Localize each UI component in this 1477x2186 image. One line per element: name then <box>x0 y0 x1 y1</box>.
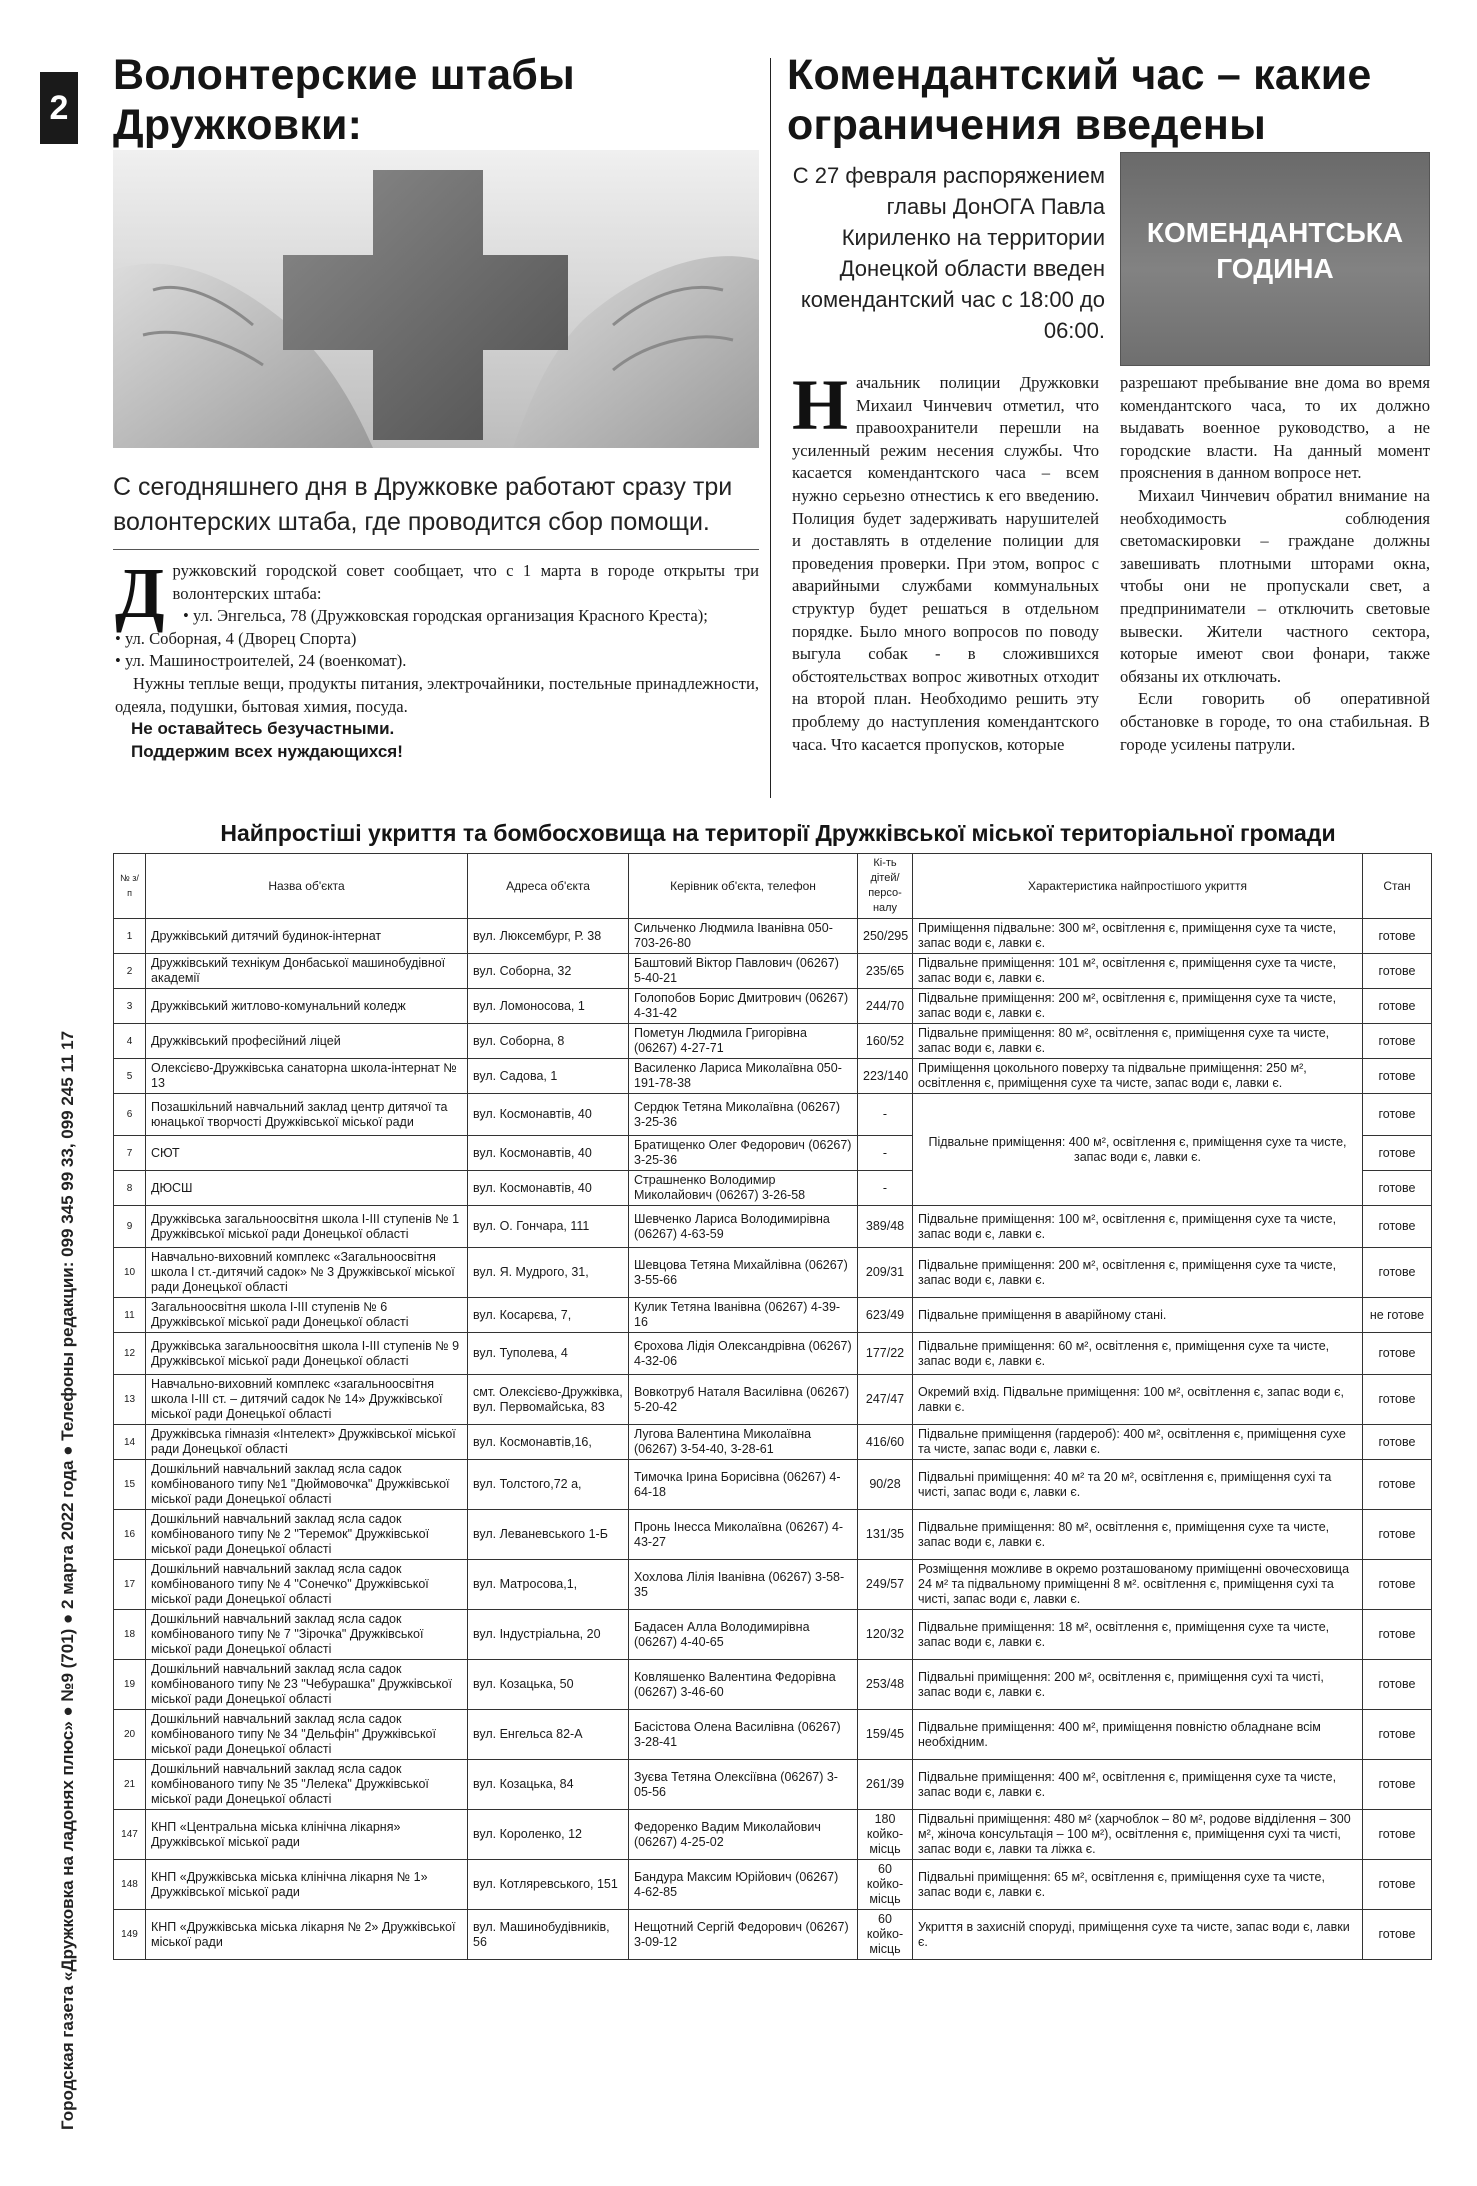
object-name: Навчально-виховний комплекс «загальноосвітня школа І-ІІІ ст. – дитячий садок № 14» Дружківської міської ради Донецької області <box>146 1375 468 1425</box>
object-count: 90/28 <box>858 1460 913 1510</box>
object-characteristics: Підвальне приміщення (гардероб): 400 м², освітлення є, приміщення сухе та чисте, запас води є, лавки є. <box>913 1425 1363 1460</box>
object-head: Пронь Інесса Миколаївна (06267) 4-43-27 <box>629 1510 858 1560</box>
curfew-column-1 <box>792 365 1099 756</box>
object-characteristics: Розміщення можливе в окремо розташованому приміщенні овочесховища 24 м² та підвальному приміщенні 8 м². освітлення є, приміщення сухі та чисті, запас води є, лавки є. <box>913 1560 1363 1610</box>
object-state: готове <box>1363 1910 1432 1960</box>
row-number: 10 <box>114 1248 146 1298</box>
row-number: 11 <box>114 1298 146 1333</box>
table-row <box>114 1425 1432 1460</box>
object-count: 253/48 <box>858 1660 913 1710</box>
object-characteristics: Підвальне приміщення: 100 м², освітлення є, приміщення сухе та чисте, запас води є, лавки є. <box>913 1206 1363 1248</box>
object-name: Загальноосвітня школа І-ІІІ ступенів № 6 Дружківської міської ради Донецької області <box>146 1298 468 1333</box>
object-characteristics: Окремий вхід. Підвальне приміщення: 100 м², освітлення є, запас води є, лавки є. <box>913 1375 1363 1425</box>
object-head: Шевченко Лариса Володимирівна (06267) 4-63-59 <box>629 1206 858 1248</box>
object-count: 250/295 <box>858 919 913 954</box>
row-number: 7 <box>114 1136 146 1171</box>
object-head: Сердюк Тетяна Миколаївна (06267) 3-25-36 <box>629 1094 858 1136</box>
object-address: вул. Машинобудівників, 56 <box>468 1910 629 1960</box>
table-row <box>114 1760 1432 1810</box>
object-address: вул. Соборна, 8 <box>468 1024 629 1059</box>
table-row <box>114 1860 1432 1910</box>
curfew-lead: С 27 февраля распоряжением главы ДонОГА Павла Кириленко на территории Донецкой области введен комендантский час с 18:00 до 06:00. <box>792 163 1105 343</box>
object-characteristics: Підвальні приміщення: 65 м², освітлення є, приміщення сухе та чисте, запас води є, лавки є. <box>913 1860 1363 1910</box>
object-head: Нещотний Сергій Федорович (06267) 3-09-12 <box>629 1910 858 1960</box>
table-row <box>114 1298 1432 1333</box>
table-row <box>114 1206 1432 1248</box>
header-name: Назва об'єкта <box>146 854 468 919</box>
object-state: готове <box>1363 1094 1432 1136</box>
table-header-row <box>114 854 1432 919</box>
object-state: готове <box>1363 1710 1432 1760</box>
red-cross-hands-photo <box>113 150 759 448</box>
curfew-banner-line2: ГОДИНА <box>1216 253 1334 284</box>
row-number: 148 <box>114 1860 146 1910</box>
table-row <box>114 1248 1432 1298</box>
curfew-headline-line2: ограничения введены <box>787 101 1267 149</box>
object-address: вул. Леваневського 1-Б <box>468 1510 629 1560</box>
object-name: Навчально-виховний комплекс «Загальноосвітня школа І ст.-дитячий садок» № 3 Дружківської міської ради Донецької області <box>146 1248 468 1298</box>
object-address: вул. Космонавтів,16, <box>468 1425 629 1460</box>
volunteer-headline-line1: Волонтерские штабы Дружковки: <box>113 51 575 149</box>
row-number: 20 <box>114 1710 146 1760</box>
curfew-banner-line1: КОМЕНДАНТСЬКА <box>1146 217 1404 248</box>
object-head: Бандура Максим Юрійович (06267) 4-62-85 <box>629 1860 858 1910</box>
table-row <box>114 1710 1432 1760</box>
object-characteristics: Підвальні приміщення: 40 м² та 20 м², освітлення є, приміщення сухі та чисті, запас води є, лавки є. <box>913 1460 1363 1510</box>
curfew-column-2 <box>1120 372 1430 756</box>
object-head: Хохлова Лілія Іванівна (06267) 3-58-35 <box>629 1560 858 1610</box>
row-number: 14 <box>114 1425 146 1460</box>
object-state: не готове <box>1363 1298 1432 1333</box>
object-name: Дошкільний навчальний заклад ясла садок комбінованого типу № 23 "Чебурашка" Дружківської міської ради Донецької області <box>146 1660 468 1710</box>
header-head: Керівник об'єкта, телефон <box>629 854 858 919</box>
object-count: - <box>858 1136 913 1171</box>
object-count: 249/57 <box>858 1560 913 1610</box>
header-state: Стан <box>1363 854 1432 919</box>
object-head: Вовкотруб Наталя Василівна (06267) 5-20-42 <box>629 1375 858 1425</box>
object-state: готове <box>1363 1206 1432 1248</box>
object-head: Братищенко Олег Федорович (06267) 3-25-36 <box>629 1136 858 1171</box>
object-state: готове <box>1363 1610 1432 1660</box>
object-count: - <box>858 1171 913 1206</box>
object-name: Дошкільний навчальний заклад ясла садок комбінованого типу № 34 "Дельфін" Дружківської міської ради Донецької області <box>146 1710 468 1760</box>
lead-divider <box>113 549 759 550</box>
address-3: • ул. Машиностроителей, 24 (военкомат). <box>115 651 407 671</box>
object-state: готове <box>1363 1171 1432 1206</box>
row-number: 4 <box>114 1024 146 1059</box>
object-head: Тимочка Ірина Борисівна (06267) 4-64-18 <box>629 1460 858 1510</box>
object-count: 60 койко-місць <box>858 1910 913 1960</box>
object-name: Дружківський технікум Донбаської машинобудівної академії <box>146 954 468 989</box>
object-characteristics: Приміщення цокольного поверху та підвальне приміщення: 250 м², освітлення є, приміщення сухе та чисте, запас води є, лавки є. <box>913 1059 1363 1094</box>
header-address: Адреса об'єкта <box>468 854 629 919</box>
object-count: 120/32 <box>858 1610 913 1660</box>
object-state: готове <box>1363 1248 1432 1298</box>
object-address: вул. Я. Мудрого, 31, <box>468 1248 629 1298</box>
volunteer-appeal-1: Не оставайтесь безучастными. <box>131 719 395 739</box>
object-characteristics: Приміщення підвальне: 300 м², освітлення є, приміщення сухе та чисте, запас води є, лавки є. <box>913 919 1363 954</box>
object-address: вул. Індустріальна, 20 <box>468 1610 629 1660</box>
object-characteristics: Підвальне приміщення в аварійному стані. <box>913 1298 1363 1333</box>
object-address: вул. Космонавтів, 40 <box>468 1094 629 1136</box>
object-count: 131/35 <box>858 1510 913 1560</box>
row-number: 17 <box>114 1560 146 1610</box>
object-characteristics: Підвальні приміщення: 200 м², освітлення є, приміщення сухі та чисті, запас води є, лавки є. <box>913 1660 1363 1710</box>
object-head: Ковляшенко Валентина Федорівна (06267) 3-46-60 <box>629 1660 858 1710</box>
object-state: готове <box>1363 1333 1432 1375</box>
object-count: 160/52 <box>858 1024 913 1059</box>
curfew-paragraph-2: Михаил Чинчевич обратил внимание на необходимость соблюдения светомаскировки – граждане должны завешивать плотными шторами окна, чтобы они не пропускали свет, а предприниматели – отключить световые вывески. Жители частного сектора, которые имеют свои фонари, также обязаны их отключать. <box>1120 485 1430 686</box>
row-number: 8 <box>114 1171 146 1206</box>
object-characteristics: Підвальне приміщення: 200 м², освітлення є, приміщення сухе та чисте, запас води є, лавки є. <box>913 989 1363 1024</box>
object-name: Дошкільний навчальний заклад ясла садок комбінованого типу № 2 "Теремок" Дружківської міської ради Донецької області <box>146 1510 468 1560</box>
object-head: Сильченко Людмила Іванівна 050-703-26-80 <box>629 919 858 954</box>
object-address: вул. Косарєва, 7, <box>468 1298 629 1333</box>
object-address: вул. Енгельса 82-А <box>468 1710 629 1760</box>
curfew-column-1-text: ачальник полиции Дружковки Михаил Чинчевич отметил, что правоохранители перешли на усиленный режим несения службы. Что касается комендантского часа – всем нужно серьезно отнестись к его введению. Полиция будет задерживать нарушителей и доставлять в отделение полиции для проведения проверки. При этом, вопрос с аварийными службами коммунальных структур будет решаться в отдельном порядке. Было много вопросов по поводу выгула собак - в сложившихся обстоятельствах вопрос животных отходит на второй план. Необходимо решить эту проблему до наступления комендантского часа. Что касается пропусков, которые <box>792 373 1099 754</box>
header-count: Кі-ть дітей/ персо-налу <box>858 854 913 919</box>
object-name: Дружківська загальноосвітня школа І-ІІІ ступенів № 9 Дружківської міської ради Донецької області <box>146 1333 468 1375</box>
header-number: № з/п <box>114 854 146 919</box>
object-state: готове <box>1363 1810 1432 1860</box>
object-address: вул. Короленко, 12 <box>468 1810 629 1860</box>
object-count: 180 койко-місць <box>858 1810 913 1860</box>
table-row <box>114 1024 1432 1059</box>
object-characteristics: Підвальне приміщення: 400 м², приміщення повністю обладнане всім необхідним. <box>913 1710 1363 1760</box>
page-number: 2 <box>40 72 78 144</box>
object-count: - <box>858 1094 913 1136</box>
object-state: готове <box>1363 1760 1432 1810</box>
volunteer-body <box>115 553 759 763</box>
shelters-table <box>113 853 1432 1960</box>
object-characteristics: Підвальне приміщення: 200 м², освітлення є, приміщення сухе та чисте, запас води є, лавки є. <box>913 1248 1363 1298</box>
object-address: вул. Космонавтів, 40 <box>468 1171 629 1206</box>
volunteer-intro: ружковский городской совет сообщает, что с 1 марта в городе открыты три волонтерских штаба: <box>172 561 759 603</box>
volunteer-dropcap: Д <box>115 553 165 633</box>
object-name: Дружківський житлово-комунальний коледж <box>146 989 468 1024</box>
object-name: Дружківська загальноосвітня школа І-ІІІ ступенів № 1 Дружківської міської ради Донецької області <box>146 1206 468 1248</box>
object-state: готове <box>1363 1136 1432 1171</box>
curfew-headline-line1: Комендантский час – какие <box>787 51 1372 99</box>
shelters-table-title: Найпростіші укриття та бомбосховища на території Дружківської міської територіальної громади <box>220 820 1336 846</box>
row-number: 21 <box>114 1760 146 1810</box>
row-number: 3 <box>114 989 146 1024</box>
object-state: готове <box>1363 1425 1432 1460</box>
object-count: 159/45 <box>858 1710 913 1760</box>
object-count: 416/60 <box>858 1425 913 1460</box>
table-row <box>114 1094 1432 1136</box>
table-row <box>114 1910 1432 1960</box>
object-name: Дружківська гімназія «Інтелект» Дружківської міської ради Донецької області <box>146 1425 468 1460</box>
object-address: вул. Туполева, 4 <box>468 1333 629 1375</box>
object-count: 247/47 <box>858 1375 913 1425</box>
object-name: Дошкільний навчальний заклад ясла садок комбінованого типу №1 "Дюймовочка" Дружківської міської ради Донецької області <box>146 1460 468 1510</box>
table-row <box>114 919 1432 954</box>
object-state: готове <box>1363 1024 1432 1059</box>
object-head: Федоренко Вадим Миколайович (06267) 4-25-02 <box>629 1810 858 1860</box>
object-head: Баштовий Віктор Павлович (06267) 5-40-21 <box>629 954 858 989</box>
object-state: готове <box>1363 1660 1432 1710</box>
table-row <box>114 1375 1432 1425</box>
object-state: готове <box>1363 1059 1432 1094</box>
object-characteristics: Укриття в захисній споруді, приміщення сухе та чисте, запас води є, лавки є. <box>913 1910 1363 1960</box>
curfew-paragraph-1: разрешают пребывание вне дома во время комендантского часа, то их должно выдавать военное руководство, а не городские власти. На данный момент прояснения в данном вопросе нет. <box>1120 373 1430 483</box>
object-count: 209/31 <box>858 1248 913 1298</box>
object-characteristics: Підвальне приміщення: 18 м², освітлення є, приміщення сухе та чисте, запас води є, лавки є. <box>913 1610 1363 1660</box>
object-name: СЮТ <box>146 1136 468 1171</box>
curfew-dropcap: Н <box>792 365 849 445</box>
table-row <box>114 1560 1432 1610</box>
object-characteristics: Підвальне приміщення: 101 м², освітлення є, приміщення сухе та чисте, запас води є, лавки є. <box>913 954 1363 989</box>
object-address: вул. Матросова,1, <box>468 1560 629 1610</box>
object-state: готове <box>1363 1560 1432 1610</box>
object-address: вул. О. Гончара, 111 <box>468 1206 629 1248</box>
table-row <box>114 1333 1432 1375</box>
object-characteristics: Підвальне приміщення: 400 м², освітлення є, приміщення сухе та чисте, запас води є, лавки є. <box>913 1094 1363 1206</box>
row-number: 19 <box>114 1660 146 1710</box>
object-state: готове <box>1363 1510 1432 1560</box>
object-name: Позашкільний навчальний заклад центр дитячої та юнацької творчості Дружківської міської ради <box>146 1094 468 1136</box>
address-1: • ул. Энгельса, 78 (Дружковская городская организация Красного Креста); <box>183 606 708 626</box>
table-row <box>114 1660 1432 1710</box>
object-characteristics: Підвальне приміщення: 60 м², освітлення є, приміщення сухе та чисте, запас води є, лавки є. <box>913 1333 1363 1375</box>
object-count: 60 койко-місць <box>858 1860 913 1910</box>
header-characteristics: Характеристика найпростішого укриття <box>913 854 1363 919</box>
object-address: вул. Козацька, 50 <box>468 1660 629 1710</box>
object-characteristics: Підвальне приміщення: 80 м², освітлення є, приміщення сухе та чисте, запас води є, лавки є. <box>913 1510 1363 1560</box>
address-2: • ул. Соборная, 4 (Дворец Спорта) <box>115 628 357 648</box>
row-number: 2 <box>114 954 146 989</box>
row-number: 1 <box>114 919 146 954</box>
object-address: вул. Люксембург, Р. 38 <box>468 919 629 954</box>
table-row <box>114 954 1432 989</box>
table-row <box>114 1610 1432 1660</box>
object-head: Кулик Тетяна Іванівна (06267) 4-39-16 <box>629 1298 858 1333</box>
table-row <box>114 1460 1432 1510</box>
object-name: Дошкільний навчальний заклад ясла садок комбінованого типу № 4 "Сонечко" Дружківської міської ради Донецької області <box>146 1560 468 1610</box>
object-address: вул. Садова, 1 <box>468 1059 629 1094</box>
row-number: 6 <box>114 1094 146 1136</box>
object-head: Басістова Олена Василівна (06267) 3-28-41 <box>629 1710 858 1760</box>
row-number: 15 <box>114 1460 146 1510</box>
curfew-headline <box>787 50 1447 150</box>
object-name: Олексієво-Дружківська санаторна школа-інтернат № 13 <box>146 1059 468 1094</box>
object-head: Страшненко Володимир Миколайович (06267) 3-26-58 <box>629 1171 858 1206</box>
object-name: Дошкільний навчальний заклад ясла садок комбінованого типу № 7 "Зірочка" Дружківської міської ради Донецької області <box>146 1610 468 1660</box>
object-address: вул. Козацька, 84 <box>468 1760 629 1810</box>
object-address: вул. Ломоносова, 1 <box>468 989 629 1024</box>
object-count: 261/39 <box>858 1760 913 1810</box>
object-name: КНП «Центральна міська клінічна лікарня» Дружківської міської ради <box>146 1810 468 1860</box>
object-address: вул. Космонавтів, 40 <box>468 1136 629 1171</box>
object-address: вул. Толстого,72 а, <box>468 1460 629 1510</box>
object-count: 177/22 <box>858 1333 913 1375</box>
object-state: готове <box>1363 919 1432 954</box>
object-head: Пометун Людмила Григорівна (06267) 4-27-71 <box>629 1024 858 1059</box>
object-name: КНП «Дружківська міська лікарня № 2» Дружківської міської ради <box>146 1910 468 1960</box>
object-head: Лугова Валентина Миколаївна (06267) 3-54-40, 3-28-61 <box>629 1425 858 1460</box>
volunteer-lead: С сегодняшнего дня в Дружковке работают сразу три волонтерских штаба, где проводится сбор помощи. <box>113 473 733 536</box>
object-count: 244/70 <box>858 989 913 1024</box>
object-address: смт. Олексієво-Дружківка, вул. Первомайська, 83 <box>468 1375 629 1425</box>
volunteer-needs: Нужны теплые вещи, продукты питания, электрочайники, постельные принадлежности, одеяла, подушки, бытовая химия, посуда. <box>115 673 759 716</box>
row-number: 5 <box>114 1059 146 1094</box>
table-row <box>114 1059 1432 1094</box>
object-characteristics: Підвальні приміщення: 480 м² (харчоблок – 80 м², родове відділення – 300 м², жіноча консультація – 100 м²), освітлення є, приміщення сухі та чисті, запас води є, лавки та ліжка є. <box>913 1810 1363 1860</box>
object-state: готове <box>1363 954 1432 989</box>
row-number: 147 <box>114 1810 146 1860</box>
volunteer-appeal-2: Поддержим всех нуждающихся! <box>131 741 403 761</box>
table-row <box>114 989 1432 1024</box>
object-head: Єрохова Лідія Олександрівна (06267) 4-32-06 <box>629 1333 858 1375</box>
row-number: 18 <box>114 1610 146 1660</box>
table-row <box>114 1510 1432 1560</box>
object-count: 223/140 <box>858 1059 913 1094</box>
row-number: 13 <box>114 1375 146 1425</box>
object-head: Василенко Лариса Миколаївна 050-191-78-38 <box>629 1059 858 1094</box>
object-name: КНП «Дружківська міська клінічна лікарня № 1» Дружківської міської ради <box>146 1860 468 1910</box>
object-address: вул. Соборна, 32 <box>468 954 629 989</box>
object-state: готове <box>1363 1375 1432 1425</box>
object-state: готове <box>1363 989 1432 1024</box>
object-state: готове <box>1363 1860 1432 1910</box>
curfew-banner <box>1120 152 1430 366</box>
object-count: 623/49 <box>858 1298 913 1333</box>
object-name: Дружківський дитячий будинок-інтернат <box>146 919 468 954</box>
table-row <box>114 1810 1432 1860</box>
object-address: вул. Котляревського, 151 <box>468 1860 629 1910</box>
row-number: 16 <box>114 1510 146 1560</box>
object-head: Голопобов Борис Дмитрович (06267) 4-31-42 <box>629 989 858 1024</box>
row-number: 9 <box>114 1206 146 1248</box>
row-number: 12 <box>114 1333 146 1375</box>
object-name: Дружківський професійний ліцей <box>146 1024 468 1059</box>
masthead-vertical-text: Городская газета «Дружковка на ладонях плюс» ● №9 (701) ● 2 марта 2022 года ● Телефоны редакции: 099 345 99 33, 099 245 11 17 <box>58 1030 77 2130</box>
object-head: Шевцова Тетяна Михайлівна (06267) 3-55-66 <box>629 1248 858 1298</box>
curfew-paragraph-3: Если говорить об оперативной обстановке в городе, то она стабильная. В городе усилены патрули. <box>1120 689 1430 754</box>
object-state: готове <box>1363 1460 1432 1510</box>
object-count: 389/48 <box>858 1206 913 1248</box>
object-characteristics: Підвальне приміщення: 400 м², освітлення є, приміщення сухе та чисте, запас води є, лавки є. <box>913 1760 1363 1810</box>
object-head: Бадасен Алла Володимирівна (06267) 4-40-65 <box>629 1610 858 1660</box>
object-name: Дошкільний навчальний заклад ясла садок комбінованого типу № 35 "Лелека" Дружківської міської ради Донецької області <box>146 1760 468 1810</box>
row-number: 149 <box>114 1910 146 1960</box>
object-head: Зуєва Тетяна Олексіївна (06267) 3-05-56 <box>629 1760 858 1810</box>
object-name: ДЮСШ <box>146 1171 468 1206</box>
object-characteristics: Підвальне приміщення: 80 м², освітлення є, приміщення сухе та чисте, запас води є, лавки є. <box>913 1024 1363 1059</box>
object-count: 235/65 <box>858 954 913 989</box>
